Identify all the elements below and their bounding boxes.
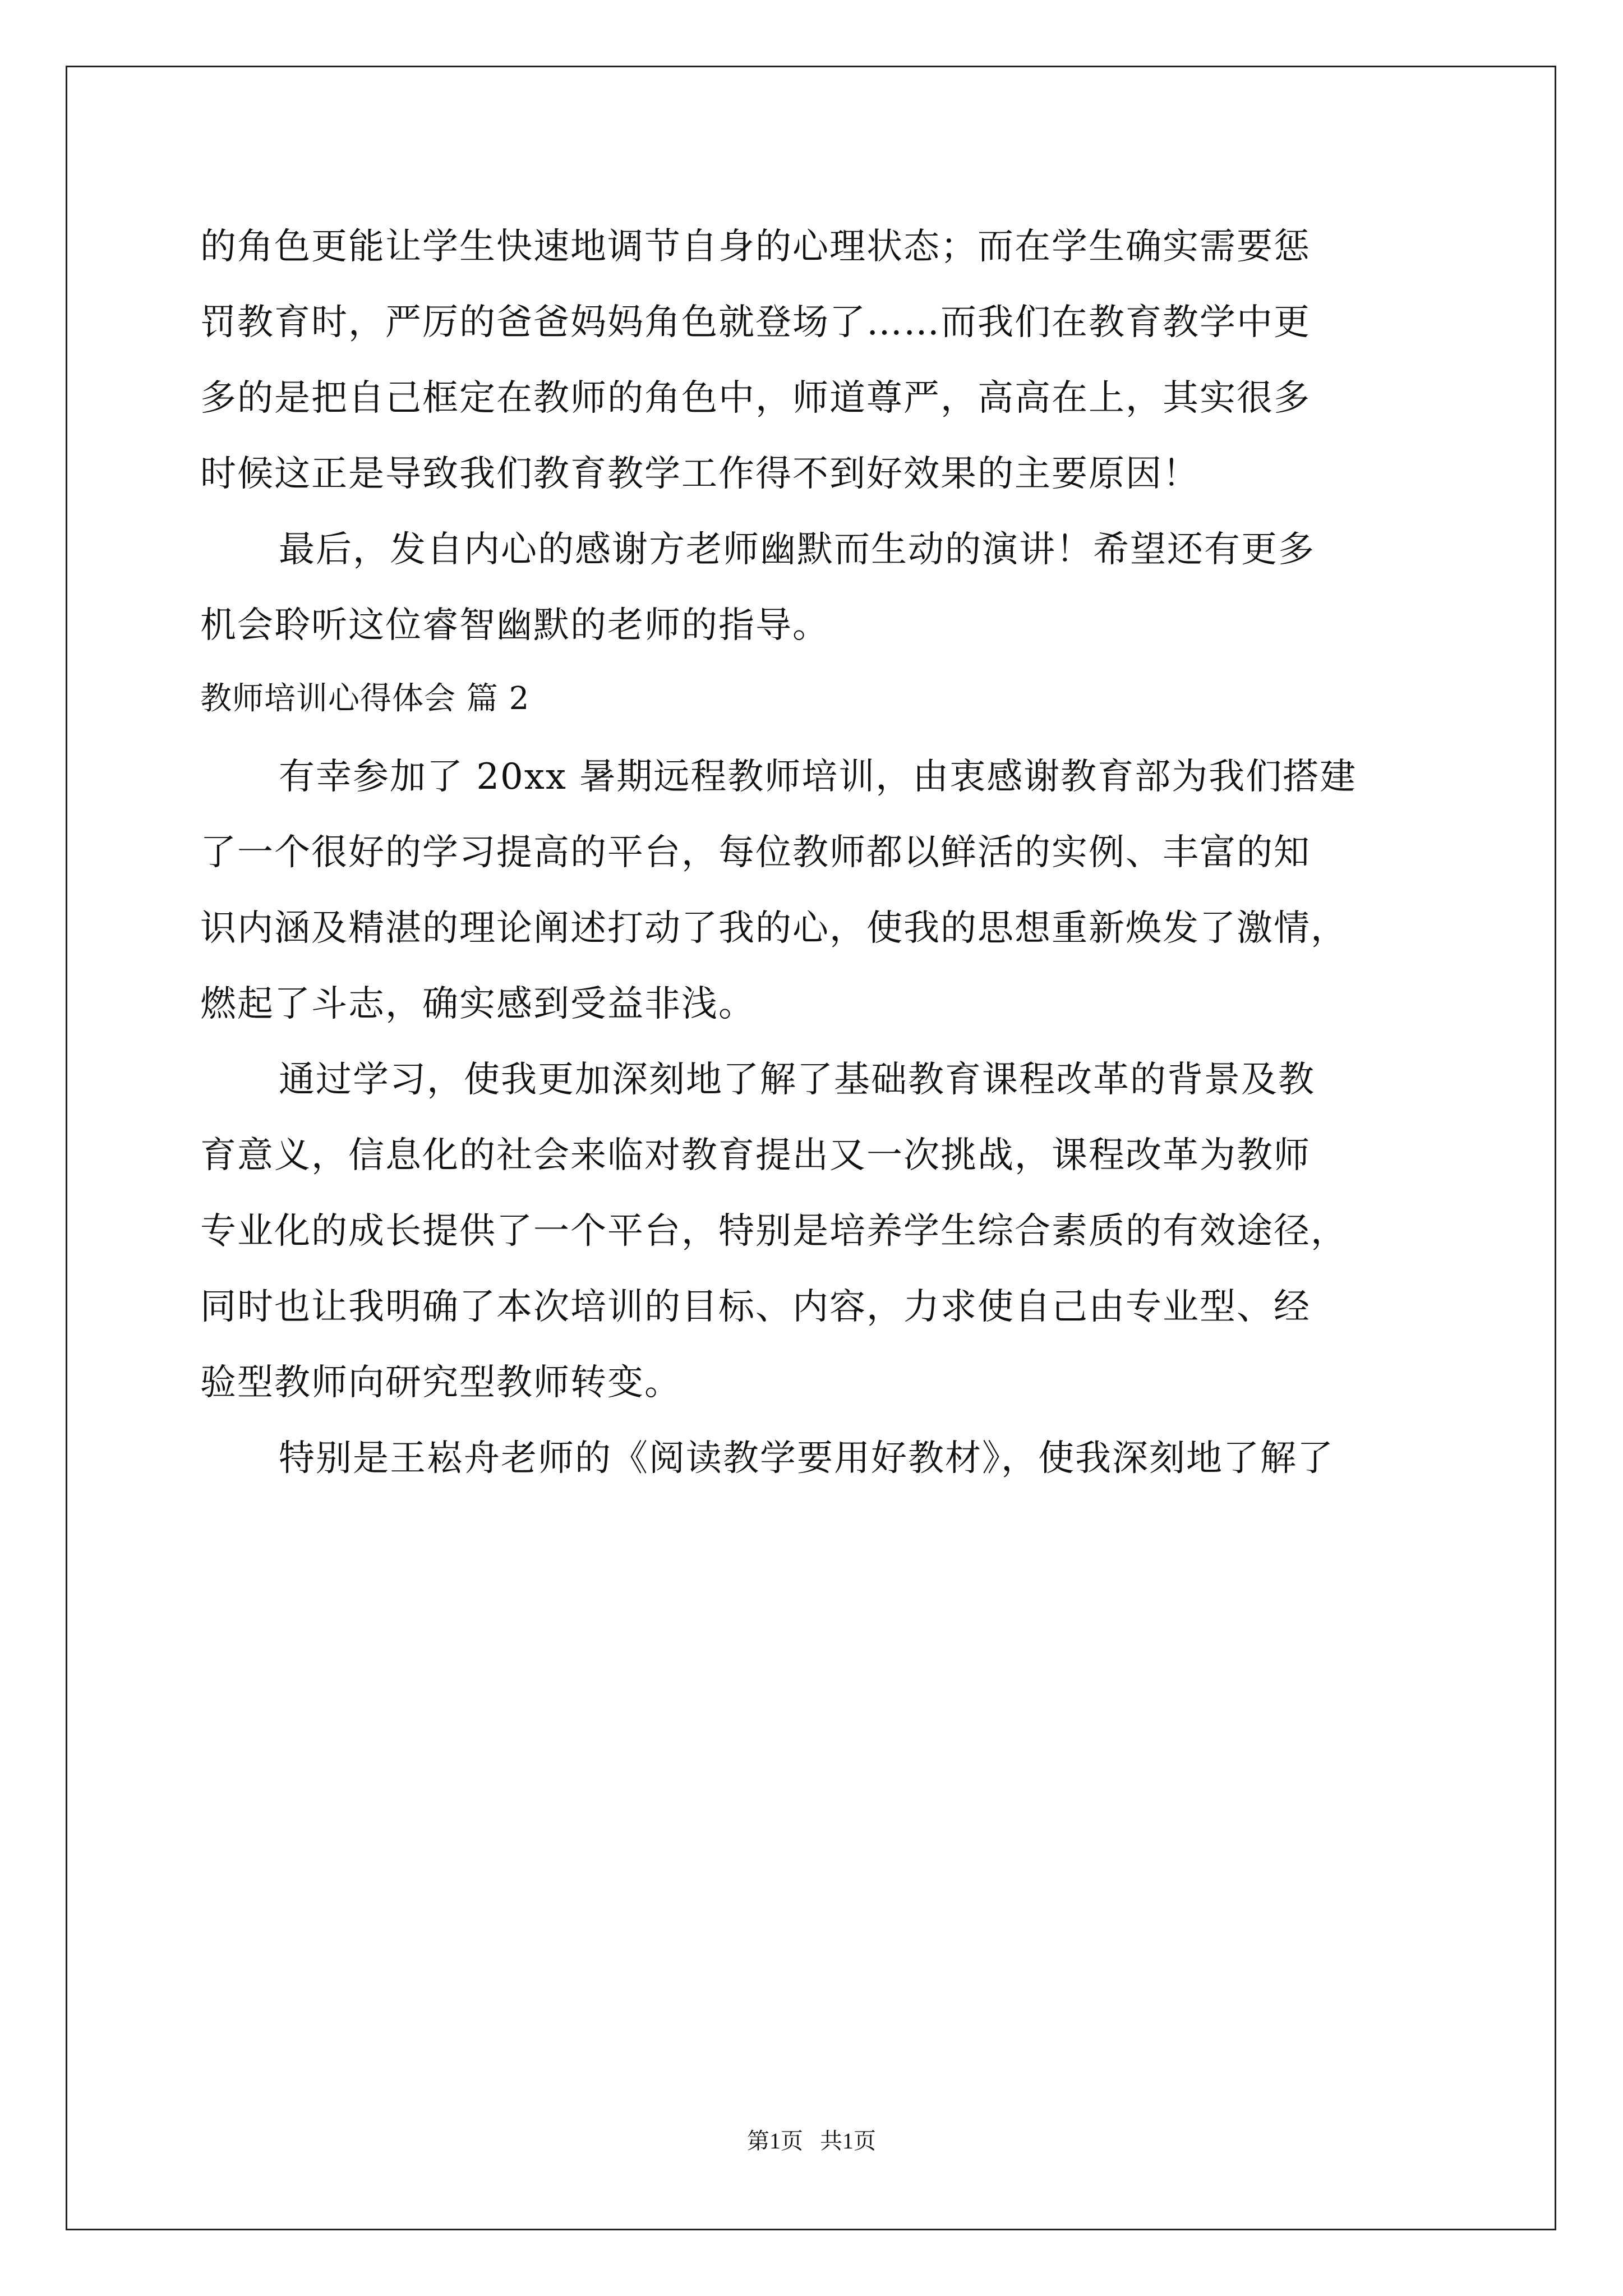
text-line-4: 时候这正是导致我们教育教学工作得不到好效果的主要原因！ xyxy=(200,453,1200,495)
page-footer: 第1页 共1页 xyxy=(747,2128,876,2154)
text-line-15: 同时也让我明确了本次培训的目标、内容，力求使自己由专业型、经 xyxy=(200,1286,1311,1328)
text-line-10: 识内涵及精湛的理论阐述打动了我的心，使我的思想重新焕发了激情， xyxy=(200,908,1348,949)
text-line-8: 有幸参加了 20xx 暑期远程教师培训，由衷感谢教育部为我们搭建 xyxy=(279,756,1357,798)
text-line-14: 专业化的成长提供了一个平台，特别是培养学生综合素质的有效途径， xyxy=(200,1211,1348,1252)
section-heading: 教师培训心得体会 篇 2 xyxy=(200,680,530,717)
text-line-1: 的角色更能让学生快速地调节自身的心理状态；而在学生确实需要惩 xyxy=(200,226,1311,268)
text-line-13: 育意义，信息化的社会来临对教育提出又一次挑战，课程改革为教师 xyxy=(200,1135,1311,1176)
text-line-12: 通过学习，使我更加深刻地了解了基础教育课程改革的背景及教 xyxy=(279,1059,1315,1101)
text-line-16: 验型教师向研究型教师转变。 xyxy=(200,1362,681,1404)
text-line-9: 了一个很好的学习提高的平台，每位教师都以鲜活的实例、丰富的知 xyxy=(200,832,1311,873)
text-line-3: 多的是把自己框定在教师的角色中，师道尊严，高高在上，其实很多 xyxy=(200,378,1311,419)
text-line-6: 机会聆听这位睿智幽默的老师的指导。 xyxy=(200,605,829,646)
text-line-17: 特别是王崧舟老师的《阅读教学要用好教材》，使我深刻地了解了 xyxy=(279,1438,1334,1479)
text-line-2: 罚教育时，严厉的爸爸妈妈角色就登场了……而我们在教育教学中更 xyxy=(200,302,1311,343)
text-line-5: 最后，发自内心的感谢方老师幽默而生动的演讲！希望还有更多 xyxy=(279,529,1315,570)
text-line-11: 燃起了斗志，确实感到受益非浅。 xyxy=(200,983,755,1025)
